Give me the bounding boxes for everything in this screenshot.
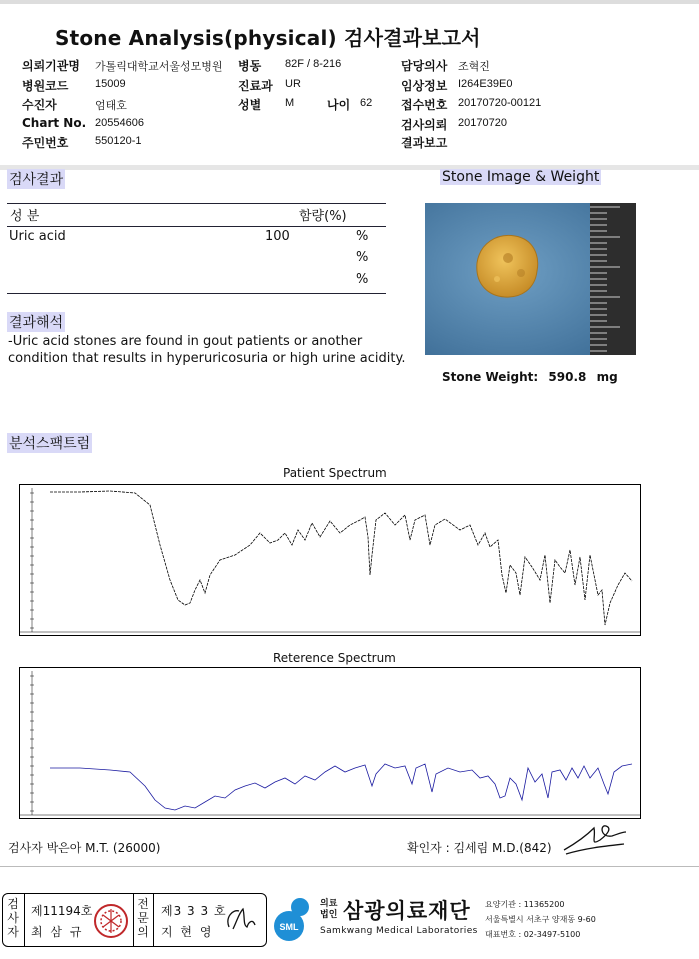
- patient-spectrum-line: [50, 491, 632, 625]
- table-bottom-rule: [7, 293, 386, 294]
- org-name: 삼광의료재단: [343, 899, 471, 923]
- sml-logo-text: SML: [279, 922, 299, 932]
- hospital-code-label: 병원코드: [22, 79, 69, 93]
- col-component: 성 분: [10, 209, 40, 224]
- patient-value: 엄태호: [95, 100, 127, 112]
- stone-weight-value: 590.8: [548, 370, 587, 384]
- row-1-amount: 100: [265, 229, 290, 244]
- org-info-1: 요양기관 : 11365200: [485, 900, 565, 909]
- specialist-vertical-label: 전문의: [137, 897, 149, 939]
- patient-spectrum-plot: [19, 484, 641, 636]
- org-prefix-1: 의료: [320, 899, 338, 909]
- reference-spectrum-title: Reterence Spectrum: [273, 651, 396, 665]
- sex-value: M: [285, 97, 295, 109]
- row-1-component: Uric acid: [9, 229, 66, 244]
- col-amount: 함량(%): [299, 209, 347, 224]
- box-separator-3: [153, 893, 154, 947]
- footer-divider: [0, 866, 699, 867]
- reference-spectrum-plot: [19, 667, 641, 819]
- institution-value: 가톨릭대학교서울성모병원: [95, 61, 223, 73]
- stone-heading: Stone Image & Weight: [442, 169, 600, 185]
- row-2-unit: %: [356, 250, 369, 265]
- dept-value: UR: [285, 78, 301, 90]
- report-title: Stone Analysis(physical) 검사결과보고서: [55, 26, 481, 50]
- age-value: 62: [360, 97, 373, 109]
- row-1-unit: %: [356, 229, 369, 244]
- org-english-name: Samkwang Medical Laboratories: [320, 926, 478, 936]
- patient-yticks: [30, 488, 34, 632]
- table-header-rule: [7, 226, 386, 227]
- reference-spectrum-line: [50, 764, 632, 810]
- request-label: 검사의뢰: [401, 118, 448, 132]
- specialist-number: 제3 3 3 호: [161, 904, 227, 918]
- exam-name: 최 삼 규: [31, 925, 84, 939]
- confirmer-signature: [560, 820, 630, 858]
- exam-number: 제11194호: [31, 904, 93, 918]
- receipt-value: 20170720-00121: [458, 97, 542, 109]
- physician-label: 담당의사: [401, 59, 448, 73]
- physician-value: 조혁진: [458, 61, 490, 73]
- stone-weight: [442, 370, 618, 384]
- clinical-value: I264E39E0: [458, 78, 513, 90]
- ward-label: 병동: [238, 59, 262, 73]
- row-3-unit: %: [356, 272, 369, 287]
- hospital-code-value: 15009: [95, 78, 126, 90]
- interpretation-text: -Uric acid stones are found in gout patients or another condition that results in hyperuricosuria or high urine acidity.: [8, 334, 406, 366]
- spectrum-heading: 분석스팩트럼: [7, 433, 92, 453]
- org-info-2: 서울특별시 서초구 양재동 9-60: [485, 915, 596, 924]
- exam-seal-icon: [93, 903, 129, 939]
- ward-value: 82F / 8-216: [285, 58, 342, 70]
- org-info-3: 대표번호 : 02-3497-5100: [485, 930, 581, 939]
- report-label: 결과보고: [401, 136, 448, 150]
- box-separator-1: [24, 893, 25, 947]
- chart-value: 20554606: [95, 117, 144, 129]
- resident-value: 550120-1: [95, 135, 142, 147]
- reference-yticks: [30, 671, 34, 815]
- age-label: 나이: [327, 98, 351, 112]
- sex-label: 성별: [238, 98, 262, 112]
- sml-logo-icon: [272, 895, 318, 943]
- stone-weight-unit: mg: [596, 370, 618, 384]
- patient-label: 수진자: [22, 98, 57, 112]
- dept-label: 진료과: [238, 79, 273, 93]
- results-heading: 검사결과: [7, 169, 65, 189]
- specialist-name: 지 현 영: [161, 925, 214, 939]
- specialist-signature: [223, 903, 261, 937]
- clinical-label: 임상정보: [401, 79, 448, 93]
- exam-vertical-label: 검사자: [7, 897, 19, 939]
- box-separator-2: [133, 893, 134, 947]
- receipt-label: 접수번호: [401, 98, 448, 112]
- patient-spectrum-title: Patient Spectrum: [283, 466, 387, 480]
- confirmer: 확인자 : 김세림 M.D.(842): [407, 841, 552, 855]
- interpretation-heading: 결과해석: [7, 312, 65, 332]
- table-top-rule: [7, 203, 386, 204]
- examiner: 검사자 박은아 M.T. (26000): [8, 841, 161, 855]
- resident-label: 주민번호: [22, 136, 69, 150]
- chart-label: Chart No.: [22, 116, 87, 130]
- stone-weight-label: Stone Weight:: [442, 370, 539, 384]
- org-prefix-2: 법인: [320, 910, 338, 920]
- stone-photo: [425, 203, 636, 355]
- institution-label: 의뢰기관명: [22, 59, 80, 73]
- org-prefix: [320, 899, 337, 921]
- request-value: 20170720: [458, 117, 507, 129]
